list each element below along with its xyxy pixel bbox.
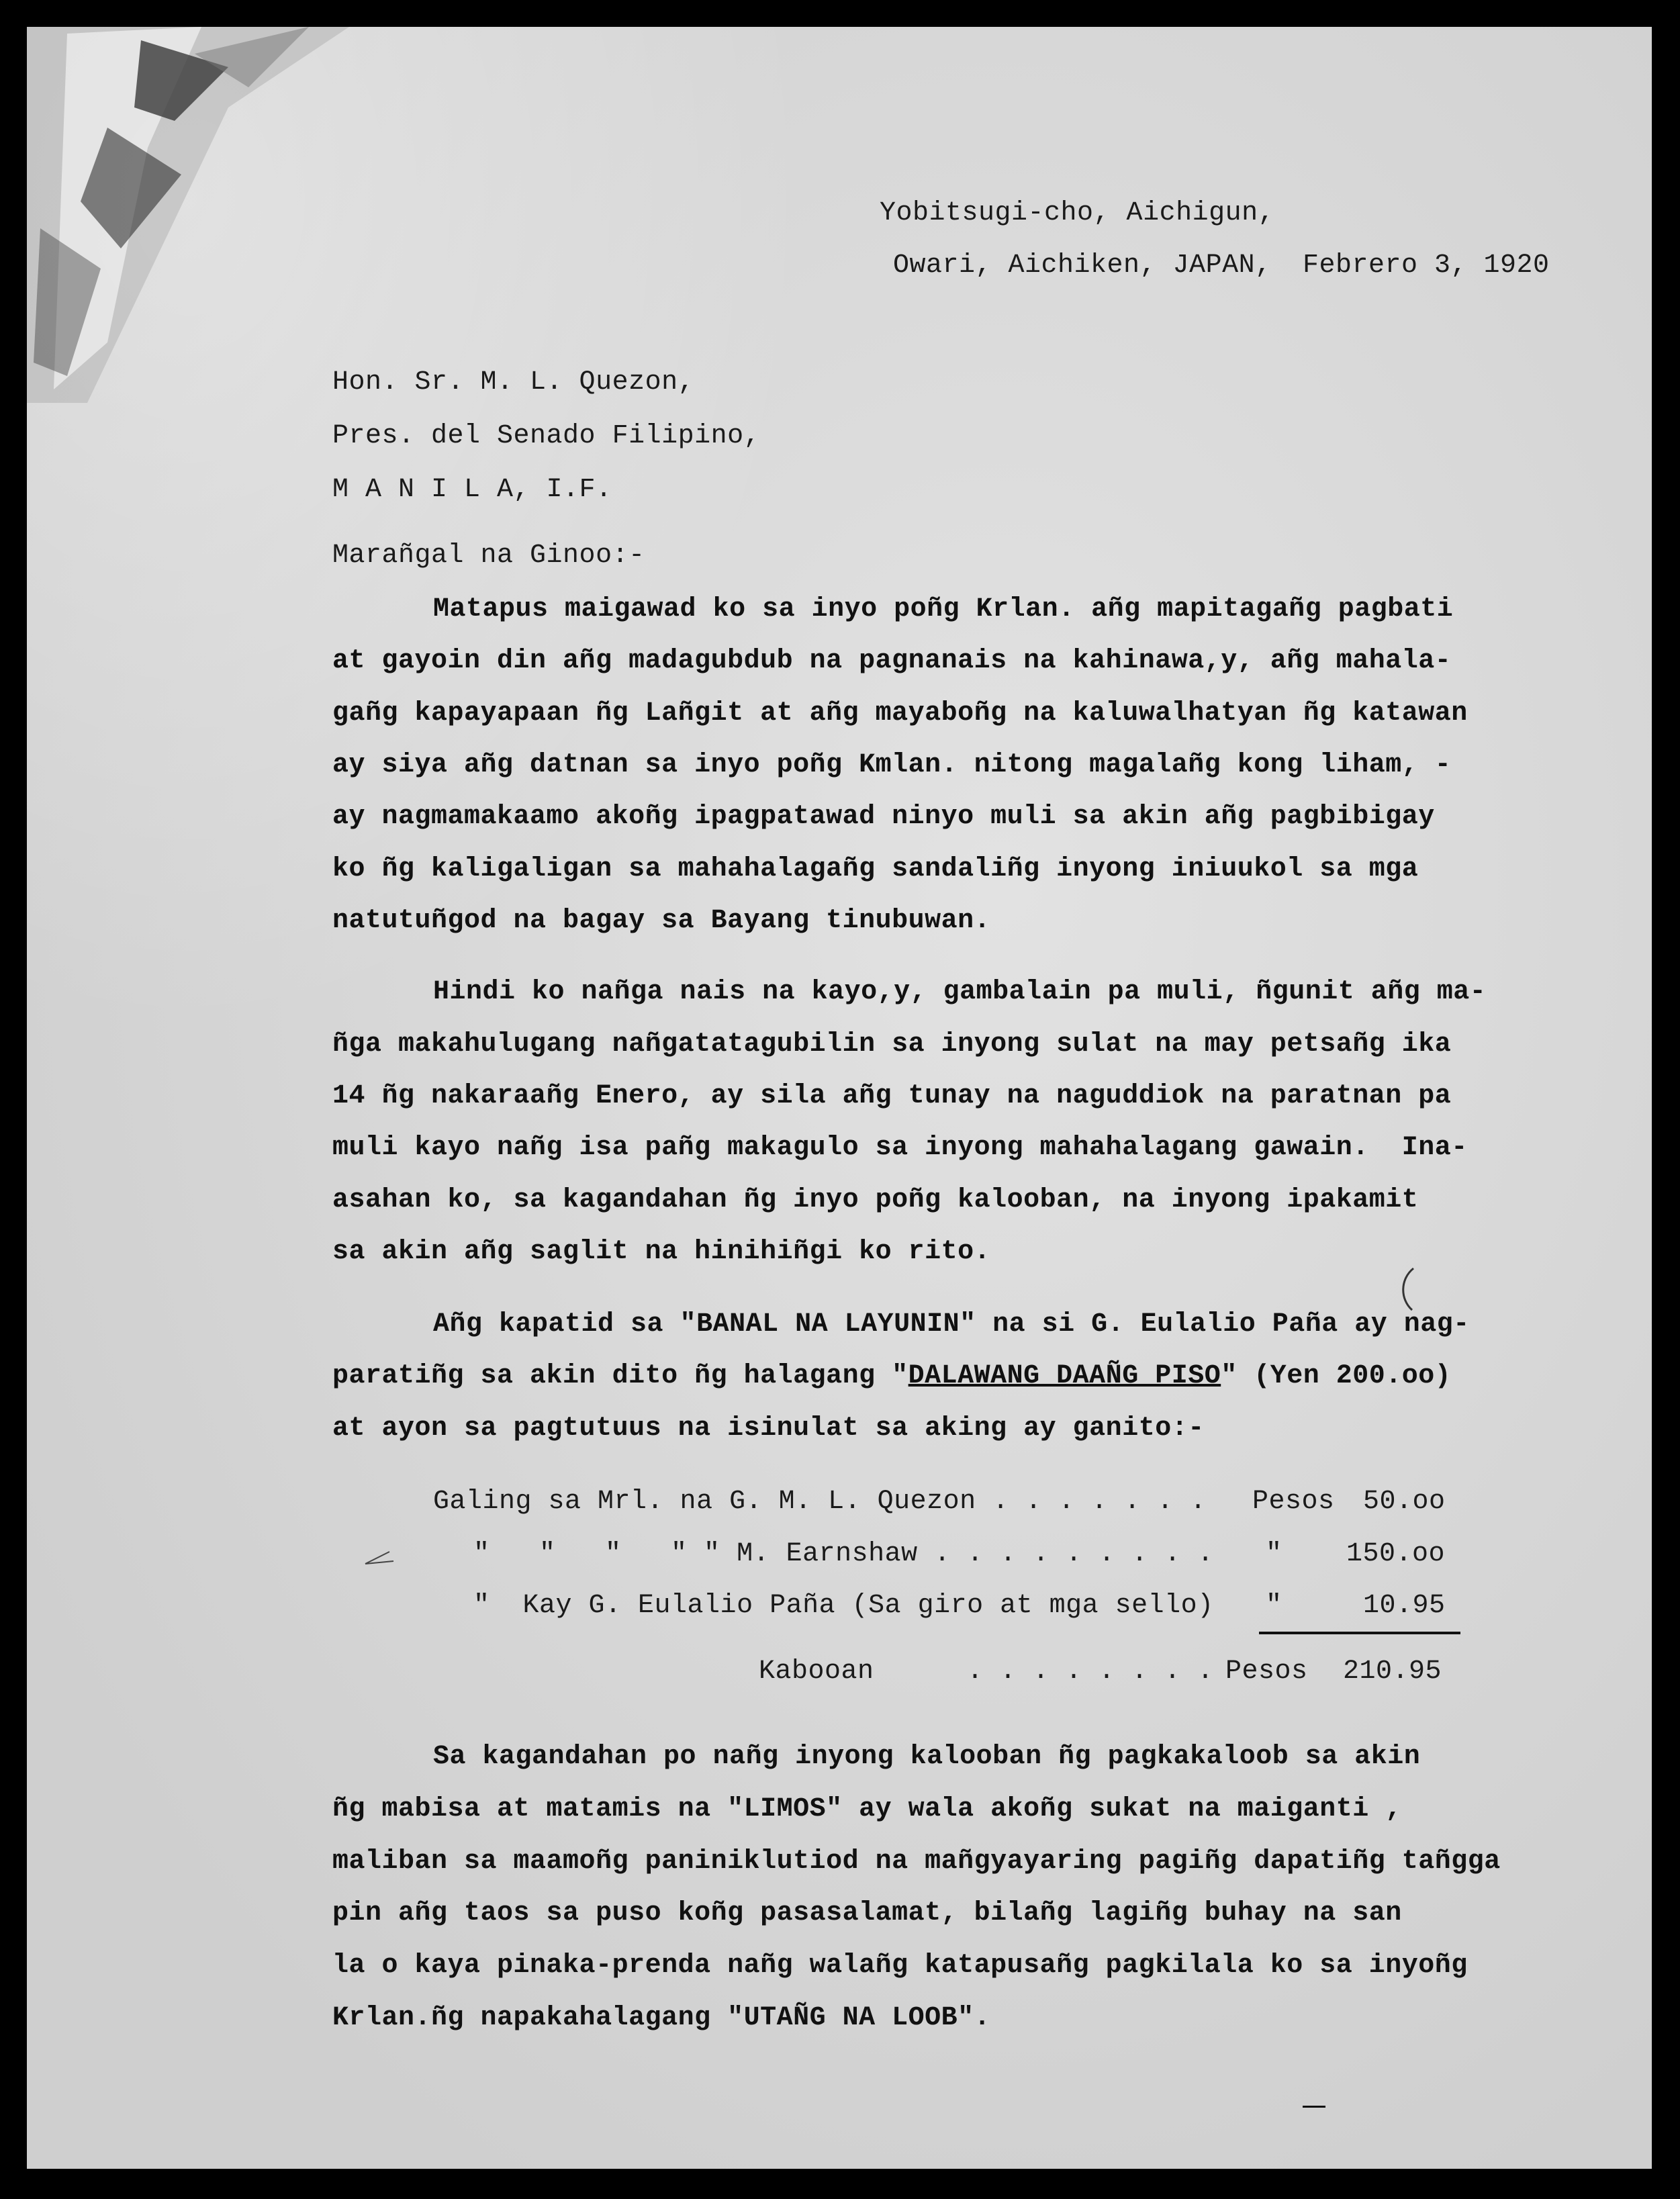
paragraph-4-line: ñg mabisa at matamis na "LIMOS" ay wala akoñg sukat na maiganti , — [332, 1794, 1402, 1824]
ink-mark — [363, 1548, 396, 1568]
ledger-row-amount: 150.oo — [1346, 1539, 1446, 1569]
paragraph-2-line: ñga makahulugang nañgatatagubilin sa inyong sulat na may petsañg ika — [332, 1029, 1452, 1060]
ledger-row-label: " " " " " M. Earnshaw . . . . . . . . . — [473, 1539, 1214, 1569]
ink-dash — [1303, 2106, 1325, 2108]
paragraph-4-line: maliban sa maamoñg paniniklutiod na mañgyayaring pagiñg dapatiñg tañgga — [332, 1846, 1501, 1877]
paragraph-2-line: asahan ko, sa kagandahan ñg inyo poñg kalooban, na inyong ipakamit — [332, 1185, 1419, 1215]
paragraph-4-line: Krlan.ñg napakahalagang "UTAÑG NA LOOB". — [332, 2003, 991, 2033]
paragraph-4-line: pin añg taos sa puso koñg pasasalamat, bilañg lagiñg buhay na san — [332, 1898, 1402, 1928]
sender-address-line-1: Yobitsugi-cho, Aichigun, — [880, 198, 1275, 228]
amount-in-words: DALAWANG DAAÑG PISO — [908, 1361, 1221, 1391]
ledger-row-currency: " — [1266, 1591, 1282, 1621]
salutation: Marañgal na Ginoo:- — [332, 541, 645, 571]
ledger-total-dots: . . . . . . . . — [967, 1656, 1214, 1687]
paragraph-1-line: ko ñg kaligaligan sa mahahalagañg sandaliñg inyong iniuukol sa mga — [332, 854, 1419, 884]
ledger-row-amount: 10.95 — [1363, 1591, 1446, 1621]
recipient-line-1: Hon. Sr. M. L. Quezon, — [332, 367, 695, 397]
ink-mark — [1393, 1266, 1420, 1313]
paragraph-3-line-2-start: paratiñg sa akin dito ñg halagang " — [332, 1361, 908, 1391]
paragraph-1-line: at gayoin din añg madagubdub na pagnanais na kahinawa,y, añg mahala- — [332, 646, 1452, 676]
ledger-row-label: " Kay G. Eulalio Paña (Sa giro at mga sello) — [473, 1591, 1214, 1621]
paragraph-1-line: natutuñgod na bagay sa Bayang tinubuwan. — [332, 906, 991, 936]
paragraph-1-line: gañg kapayapaan ñg Lañgit at añg mayaboñg na kaluwalhatyan ñg katawan — [332, 698, 1468, 729]
ledger-row-currency: Pesos — [1252, 1487, 1335, 1517]
paragraph-2-line: Hindi ko nañga nais na kayo,y, gambalain pa muli, ñgunit añg ma- — [433, 977, 1487, 1007]
ledger-row-currency: " — [1266, 1539, 1282, 1569]
paragraph-3-line-1: Añg kapatid sa "BANAL NA LAYUNIN" na si G. Eulalio Paña ay nag- — [433, 1309, 1470, 1340]
paragraph-2-line: sa akin añg saglit na hinihiñgi ko rito. — [332, 1237, 991, 1267]
ledger-row-label: Galing sa Mrl. na G. M. L. Quezon . . . . . . . — [433, 1487, 1207, 1517]
ledger-total-rule — [1259, 1632, 1460, 1634]
letter-page — [27, 27, 1652, 2169]
paragraph-3-line-2-end: " (Yen 200.oo) — [1221, 1361, 1452, 1391]
paragraph-4-line: Sa kagandahan po nañg inyong kalooban ñg pagkakaloob sa akin — [433, 1742, 1421, 1772]
ledger-total-amount: 210.95 — [1343, 1656, 1442, 1687]
ledger-total-currency: Pesos — [1225, 1656, 1308, 1687]
ledger-row-amount: 50.oo — [1363, 1487, 1446, 1517]
letter-date: Febrero 3, 1920 — [1303, 250, 1550, 281]
paragraph-1-line: ay nagmamakaamo akoñg ipagpatawad ninyo muli sa akin añg pagbibigay — [332, 802, 1435, 832]
recipient-line-2: Pres. del Senado Filipino, — [332, 421, 761, 451]
sender-address-line-2: Owari, Aichiken, JAPAN, — [893, 250, 1272, 281]
paragraph-3-line-3: at ayon sa pagtutuus na isinulat sa aking ay ganito:- — [332, 1413, 1205, 1444]
paragraph-2-line: 14 ñg nakaraañg Enero, ay sila añg tunay na naguddiok na paratnan pa — [332, 1081, 1452, 1111]
ledger-total-label: Kabooan — [759, 1656, 874, 1687]
paragraph-1-line: ay siya añg datnan sa inyo poñg Kmlan. nitong magalañg kong liham, - — [332, 750, 1452, 780]
folded-corner — [27, 27, 349, 403]
paragraph-3-line-2 — [332, 1363, 1451, 1390]
paragraph-1-line: Matapus maigawad ko sa inyo poñg Krlan. añg mapitagañg pagbati — [433, 594, 1454, 624]
paragraph-2-line: muli kayo nañg isa pañg makagulo sa inyong mahahalagang gawain. Ina- — [332, 1133, 1468, 1163]
paragraph-4-line: la o kaya pinaka-prenda nañg walañg katapusañg pagkilala ko sa inyoñg — [332, 1951, 1468, 1981]
recipient-line-3: M A N I L A, I.F. — [332, 475, 612, 505]
